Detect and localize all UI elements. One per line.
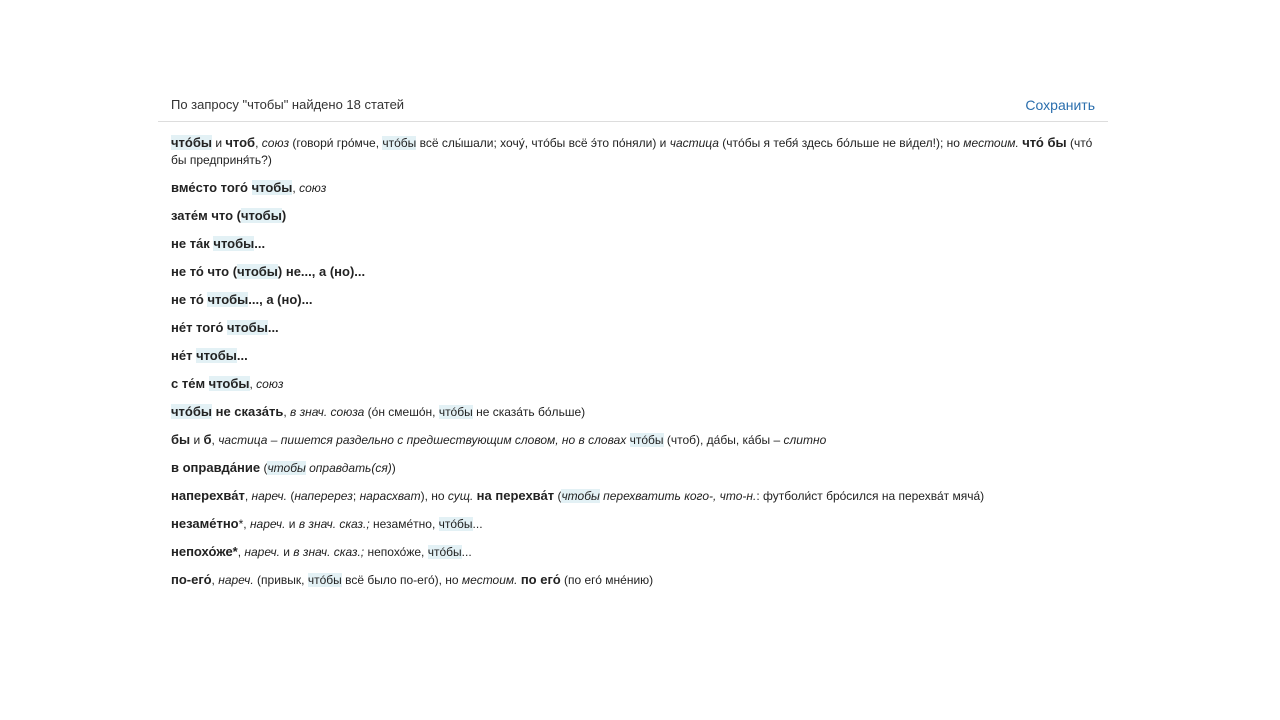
results-header (158, 88, 1108, 122)
entry-headword: наперехва́т (171, 488, 245, 503)
entry-text: всё слы́шали; хочу́, чтóбы всё э́то по́няли) и (416, 136, 670, 150)
grammar-note: нарасхват (359, 489, 421, 503)
entry-text: всё было по-его́), но (341, 573, 462, 587)
entry-text: не сказа́ть бо́льше) (472, 405, 586, 419)
entry-text: , (249, 377, 257, 391)
dictionary-entry (171, 543, 1095, 561)
highlighted-term: чтóбы (438, 405, 473, 419)
entry-text: и (190, 433, 204, 447)
entry-text: (по его́ мне́нию) (560, 573, 654, 587)
highlighted-term: чтóбы (629, 433, 664, 447)
grammar-note: нареч. (218, 573, 254, 587)
entry-headword: ) не..., а (но)... (277, 264, 366, 279)
grammar-note: нареч. (244, 545, 280, 559)
highlighted-term: чтобы (561, 489, 600, 503)
highlighted-term: чтобы (207, 292, 249, 307)
entry-text: ) (391, 461, 396, 475)
grammar-note: нареч. (251, 489, 287, 503)
entry-headword: ... (254, 236, 266, 251)
highlighted-term: чтобы (208, 376, 250, 391)
entry-text: ; (352, 489, 360, 503)
entry-text: , (255, 136, 262, 150)
dictionary-entry (171, 207, 1095, 225)
dictionary-entry (171, 515, 1095, 533)
entry-text: (говори́ гро́мче, (289, 136, 383, 150)
entry-text: незаме́тно, (369, 517, 439, 531)
grammar-note: местоим. (461, 573, 518, 587)
grammar-note: в знач. союза (289, 405, 365, 419)
grammar-note: союз (261, 136, 290, 150)
entry-text: и (212, 136, 226, 150)
entry-headword: зате́м что ( (171, 208, 241, 223)
dictionary-entry (171, 179, 1095, 197)
highlighted-term: чтóбы (382, 136, 417, 150)
dictionary-entry (171, 319, 1095, 337)
highlighted-term: чтóбы (171, 404, 212, 419)
entry-text: , (211, 573, 219, 587)
entry-headword: ..., а (но)... (248, 292, 313, 307)
entry-headword: на перехва́т (476, 488, 555, 503)
highlighted-term: чтóбы (171, 135, 212, 150)
search-results-panel (158, 88, 1108, 599)
grammar-note: частица – пишется раздельно с предшествующим словом, но в словах (218, 433, 630, 447)
entry-headword: не то́ что ( (171, 264, 238, 279)
entry-text: (привык, (253, 573, 308, 587)
entry-headword: с те́м (171, 376, 209, 391)
dictionary-entry (171, 347, 1095, 365)
grammar-note: слитно (783, 433, 827, 447)
dictionary-entry (171, 571, 1095, 589)
entry-text: , (211, 433, 219, 447)
dictionary-entry (171, 263, 1095, 281)
entry-text: , (292, 181, 300, 195)
highlighted-term: чтобы (251, 180, 293, 195)
entry-text: (чтóбы я тебя́ здесь бо́льше не ви́дел!); но (718, 136, 964, 150)
dictionary-entry (171, 291, 1095, 309)
entry-headword: чтоб (225, 135, 256, 150)
entry-headword: не́т (171, 348, 197, 363)
entry-headword: в оправда́ние (171, 460, 261, 475)
entry-headword: непохо́же* (171, 544, 238, 559)
entry-text: (чтоб), да́бы, ка́бы – (663, 433, 784, 447)
entry-headword: не та́к (171, 236, 214, 251)
highlighted-term: чтобы (237, 264, 278, 279)
entry-text: (о́н смешо́н, (364, 405, 439, 419)
entry-text: *, (238, 517, 250, 531)
entry-headword: вме́сто того́ (171, 180, 252, 195)
highlighted-term: чтобы (213, 236, 255, 251)
entry-text: , (244, 489, 252, 503)
grammar-note: частица (669, 136, 719, 150)
entry-text: непохо́же, (364, 545, 428, 559)
entry-headword: ... (236, 348, 248, 363)
entry-text: , (283, 405, 290, 419)
entry-headword: по его́ (520, 572, 561, 587)
highlighted-term: чтобы (227, 320, 268, 335)
entry-headword: не то́ (171, 292, 208, 307)
entry-text: ), но (420, 489, 448, 503)
entry-text: ( (286, 489, 295, 503)
grammar-note: союз (256, 377, 284, 391)
dictionary-entry (171, 431, 1095, 449)
entry-text: : футболи́ст бро́сился на перехва́т мяча́) (756, 489, 985, 503)
grammar-note: в знач. сказ.; (298, 517, 370, 531)
entry-headword: не́т того́ (171, 320, 227, 335)
entry-text: (что́ бы предприня́ть?) (171, 136, 1093, 167)
results-list (158, 122, 1108, 589)
highlighted-term: чтóбы (307, 573, 342, 587)
entry-headword: ) (281, 208, 287, 223)
dictionary-entry (171, 403, 1095, 421)
highlighted-term: чтобы (240, 208, 282, 223)
entry-text: ( (260, 461, 268, 475)
entry-text: и (285, 517, 299, 531)
entry-text: ( (554, 489, 562, 503)
entry-text: ... (472, 517, 483, 531)
entry-headword: по-его́ (171, 572, 212, 587)
dictionary-entry (171, 487, 1095, 505)
grammar-note: союз (299, 181, 327, 195)
entry-headword: бы (171, 432, 191, 447)
dictionary-entry (171, 459, 1095, 477)
grammar-note: нареч. (249, 517, 286, 531)
dictionary-entry (171, 375, 1095, 393)
entry-text: ... (461, 545, 472, 559)
entry-text: , (237, 545, 245, 559)
grammar-note: местоим. (963, 136, 1019, 150)
grammar-note: перехватить кого-, что-н. (599, 489, 757, 503)
grammar-note: наперерез (294, 489, 353, 503)
grammar-note: оправдать(ся) (305, 461, 392, 475)
highlighted-term: чтóбы (438, 517, 473, 531)
save-link[interactable]: Сохранить (1025, 96, 1095, 113)
highlighted-term: чтóбы (427, 545, 462, 559)
dictionary-entry (171, 134, 1095, 169)
entry-headword: б (203, 432, 212, 447)
entry-text: и (279, 545, 294, 559)
highlighted-term: чтобы (267, 461, 306, 475)
entry-headword: незаме́тно (171, 516, 239, 531)
entry-headword: ... (267, 320, 279, 335)
entry-headword: что́ бы (1022, 135, 1067, 150)
dictionary-entry (171, 235, 1095, 253)
entry-headword: не сказа́ть (212, 404, 284, 419)
highlighted-term: чтобы (196, 348, 237, 363)
grammar-note: сущ. (447, 489, 474, 503)
results-summary: По запросу "чтобы" найдено 18 статей (171, 97, 405, 112)
grammar-note: в знач. сказ.; (293, 545, 365, 559)
